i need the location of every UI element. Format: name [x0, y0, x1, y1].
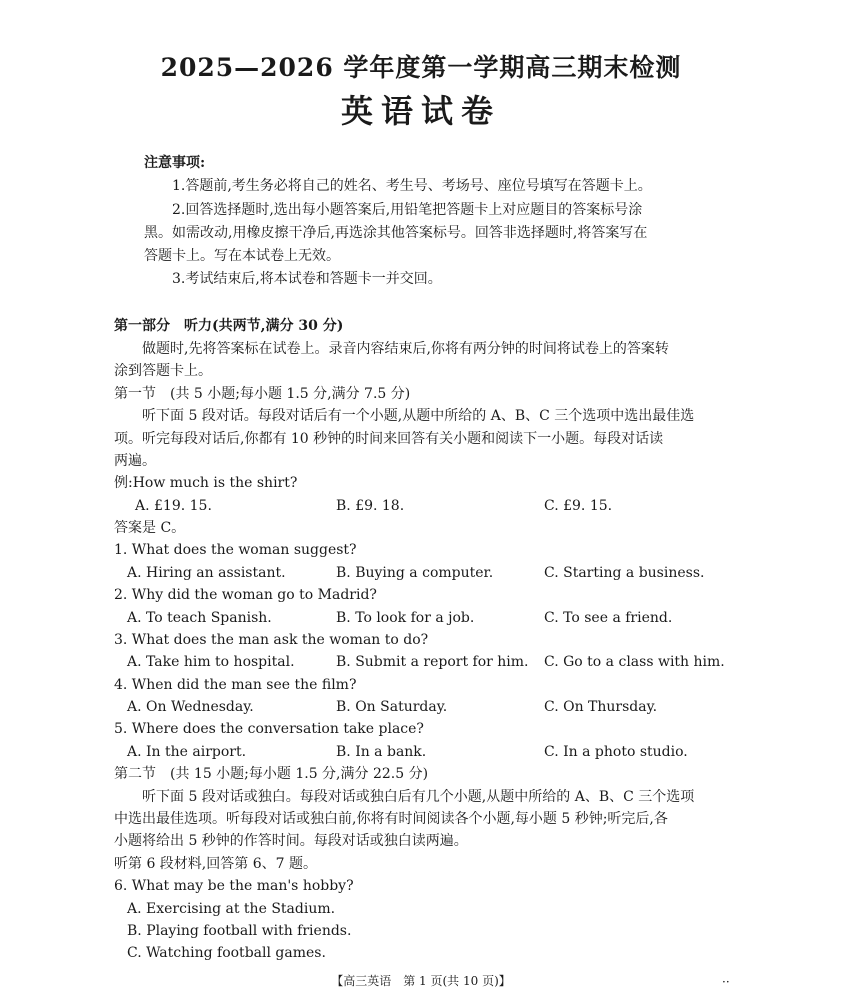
notice-item-1: 1.答题前,考生务必将自己的姓名、考生号、考场号、座位号填写在答题卡上。: [172, 178, 652, 194]
section2-heading: 第二节 (共 15 小题;每小题 1.5 分,满分 22.5 分): [114, 766, 429, 782]
notice-item-3: 3.考试结束后,将本试卷和答题卡一并交回。: [172, 271, 442, 287]
question-6: 6. What may be the man's hobby?: [114, 878, 354, 894]
question-4: 4. When did the man see the film?: [114, 677, 357, 693]
question-3: 3. What does the man ask the woman to do?: [114, 632, 429, 648]
notice-item-2-line-3: 答题卡上。写在本试卷上无效。: [144, 248, 340, 264]
question-2-option-c: C. To see a friend.: [544, 610, 673, 626]
section1-instruction-line-2: 项。听完每段对话后,你都有 10 秒钟的时间来回答有关小题和阅读下一小题。每段对话读: [114, 431, 664, 447]
page-title: 2025—2026 学年度第一学期高三期末检测: [160, 53, 682, 82]
question-2-option-a: A. To teach Spanish.: [127, 610, 272, 626]
example-option-c: C. £9. 15.: [544, 498, 613, 514]
notice-item-2-line-2: 黑。如需改动,用橡皮擦干净后,再选涂其他答案标号。回答非选择题时,将答案写在: [144, 225, 648, 241]
section1-heading: 第一节 (共 5 小题;每小题 1.5 分,满分 7.5 分): [114, 386, 411, 402]
question-3-option-c: C. Go to a class with him.: [544, 654, 725, 670]
question-4-option-c: C. On Thursday.: [544, 699, 658, 715]
question-5-option-a: A. In the airport.: [127, 744, 247, 760]
notice-item-2-line-1: 2.回答选择题时,选出每小题答案后,用铅笔把答题卡上对应题目的答案标号涂: [172, 202, 643, 218]
part1-intro-line-2: 涂到答题卡上。: [114, 363, 212, 379]
section1-instruction-line-1: 听下面 5 段对话。每段对话后有一个小题,从题中所给的 A、B、C 三个选项中选出最佳选: [142, 408, 695, 424]
question-5-option-c: C. In a photo studio.: [544, 744, 688, 760]
question-3-option-a: A. Take him to hospital.: [127, 654, 295, 670]
section2-instruction-line-3: 小题将给出 5 秒钟的作答时间。每段对话或独白读两遍。: [114, 833, 468, 849]
corner-mark: ··: [722, 975, 730, 989]
question-1-option-a: A. Hiring an assistant.: [127, 565, 286, 581]
question-6-option-a: A. Exercising at the Stadium.: [127, 901, 336, 917]
example-question: 例:How much is the shirt?: [114, 475, 298, 491]
notice-heading: 注意事项:: [144, 155, 206, 171]
question-6-option-c: C. Watching football games.: [127, 945, 326, 961]
material-6-note: 听第 6 段材料,回答第 6、7 题。: [114, 856, 317, 872]
question-4-option-a: A. On Wednesday.: [127, 699, 254, 715]
question-2-option-b: B. To look for a job.: [336, 610, 475, 626]
part1-intro-line-1: 做题时,先将答案标在试卷上。录音内容结束后,你将有两分钟的时间将试卷上的答案转: [142, 341, 669, 357]
question-1-option-c: C. Starting a business.: [544, 565, 705, 581]
section2-instruction-line-2: 中选出最佳选项。听每段对话或独白前,你将有时间阅读各个小题,每小题 5 秒钟;听完后,各: [114, 811, 668, 827]
part1-heading: 第一部分 听力(共两节,满分 30 分): [114, 318, 344, 334]
paper-subject-title: 英语试卷: [340, 92, 501, 130]
example-answer: 答案是 C。: [114, 520, 186, 536]
section2-instruction-line-1: 听下面 5 段对话或独白。每段对话或独白后有几个小题,从题中所给的 A、B、C 三个选项: [142, 789, 695, 805]
question-3-option-b: B. Submit a report for him.: [336, 654, 529, 670]
section1-instruction-line-3: 两遍。: [114, 453, 156, 469]
question-1: 1. What does the woman suggest?: [114, 542, 357, 558]
question-4-option-b: B. On Saturday.: [336, 699, 448, 715]
example-option-a: A. £19. 15.: [135, 498, 212, 514]
question-5-option-b: B. In a bank.: [336, 744, 427, 760]
question-6-option-b: B. Playing football with friends.: [127, 923, 352, 939]
page-footer: 【高三英语 第 1 页(共 10 页)】: [331, 974, 511, 988]
question-1-option-b: B. Buying a computer.: [336, 565, 494, 581]
example-option-b: B. £9. 18.: [336, 498, 405, 514]
question-2: 2. Why did the woman go to Madrid?: [114, 587, 377, 603]
question-5: 5. Where does the conversation take place?: [114, 721, 424, 737]
